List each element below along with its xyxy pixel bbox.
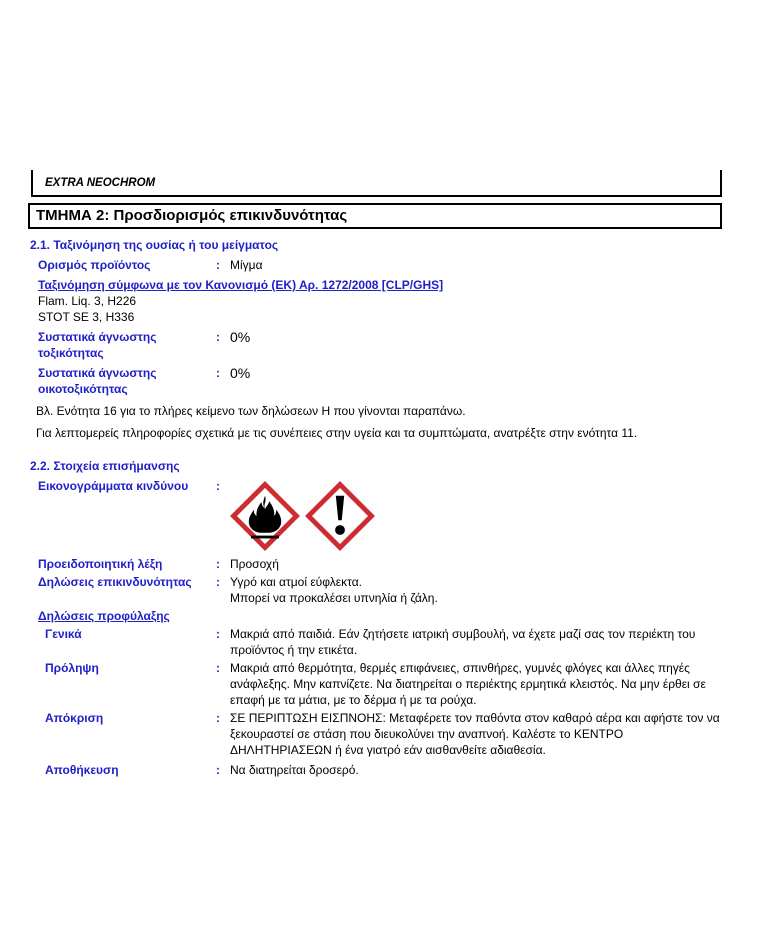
unknown-toxicity-value: 0% bbox=[230, 329, 251, 345]
precaution-storage-row bbox=[28, 762, 722, 778]
ghs-pictograms bbox=[230, 481, 722, 551]
document-header-bar bbox=[31, 170, 722, 197]
precaution-general-value: Μακριά από παιδιά. Εάν ζητήσετε ιατρική συμβουλή, να έχετε μαζί σας τον περιέκτη του προϊόντος ή την ετικέτα. bbox=[230, 627, 696, 657]
hazard-pictograms-row bbox=[28, 478, 722, 551]
precaution-storage-value: Να διατηρείται δροσερό. bbox=[230, 763, 359, 777]
precaution-response-label: Απόκριση bbox=[45, 711, 104, 725]
signal-word-value: Προσοχή bbox=[230, 557, 279, 571]
note-health-details: Για λεπτομερείς πληροφορίες σχετικά με τις συνέπειες στην υγεία και τα συμπτώματα, ανατρέξτε στην ενότητα 11. bbox=[36, 426, 638, 440]
section-2-title-box bbox=[28, 203, 722, 229]
precaution-prevention-row bbox=[28, 660, 722, 708]
section-2-title: ΤΜΗΜΑ 2: Προσδιορισμός επικινδυνότητας bbox=[36, 207, 348, 224]
colon-separator: : bbox=[216, 661, 220, 675]
exclamation-pictogram-icon bbox=[305, 481, 375, 551]
hazard-statements-label: Δηλώσεις επικινδυνότητας bbox=[38, 575, 192, 589]
unknown-toxicity-row bbox=[28, 329, 722, 361]
colon-separator: : bbox=[216, 627, 220, 641]
unknown-toxicity-label: Συστατικά άγνωστης τοξικότητας bbox=[38, 330, 157, 360]
colon-separator: : bbox=[216, 258, 220, 272]
hazard-statement-line: Υγρό και ατμοί εύφλεκτα. bbox=[230, 575, 362, 589]
product-definition-row bbox=[28, 257, 722, 273]
classification-line: Flam. Liq. 3, H226 bbox=[38, 294, 137, 308]
signal-word-row bbox=[28, 556, 722, 572]
colon-separator: : bbox=[216, 479, 220, 493]
clp-classification-heading: Ταξινόμηση σύμφωνα με τον Κανονισμό (ΕΚ) Αρ. 1272/2008 [CLP/GHS] bbox=[38, 278, 444, 292]
subsection-2-2-heading: 2.2. Στοιχεία επισήμανσης bbox=[30, 459, 180, 473]
colon-separator: : bbox=[216, 575, 220, 589]
precaution-general-label: Γενικά bbox=[45, 627, 82, 641]
hazard-pictograms-label: Εικονογράμματα κινδύνου bbox=[38, 479, 189, 493]
precaution-response-row bbox=[28, 710, 722, 758]
precaution-response-value: ΣΕ ΠΕΡΙΠΤΩΣΗ ΕΙΣΠΝΟΗΣ: Μεταφέρετε τον παθόντα στον καθαρό αέρα και αφήστε τον να ξεκουραστεί σε στάση που διευκολύνει την αναπνοή. Καλέστε το ΚΕΝΤΡΟ ΔΗΛΗΤΗΡΙΑΣΕΩΝ ή ένα γιατρό εάν αισθανθείτε αδιαθεσία. bbox=[230, 711, 720, 757]
colon-separator: : bbox=[216, 557, 220, 571]
precautionary-statements-heading: Δηλώσεις προφύλαξης bbox=[38, 609, 170, 623]
unknown-ecotoxicity-label: Συστατικά άγνωστης οικοτοξικότητας bbox=[38, 366, 157, 396]
hazard-statements-row bbox=[28, 574, 722, 606]
note-h-statements: Βλ. Ενότητα 16 για το πλήρες κείμενο των δηλώσεων Η που γίνονται παραπάνω. bbox=[36, 404, 466, 418]
classification-line: STOT SE 3, H336 bbox=[38, 310, 135, 324]
colon-separator: : bbox=[216, 366, 220, 380]
precaution-general-row bbox=[28, 626, 722, 658]
hazard-statement-line: Μπορεί να προκαλέσει υπνηλία ή ζάλη. bbox=[230, 591, 438, 605]
signal-word-label: Προειδοποιητική λέξη bbox=[38, 557, 163, 571]
colon-separator: : bbox=[216, 330, 220, 344]
unknown-ecotoxicity-row bbox=[28, 365, 722, 397]
product-definition-value: Μίγμα bbox=[230, 258, 263, 272]
sds-section-2-content bbox=[28, 170, 722, 778]
precaution-storage-label: Αποθήκευση bbox=[45, 763, 119, 777]
product-definition-label: Ορισμός προϊόντος bbox=[38, 258, 151, 272]
precaution-prevention-label: Πρόληψη bbox=[45, 661, 99, 675]
subsection-2-1-heading: 2.1. Ταξινόμηση της ουσίας ή του μείγματος bbox=[30, 238, 279, 252]
colon-separator: : bbox=[216, 711, 220, 725]
flame-pictogram-icon bbox=[230, 481, 300, 551]
unknown-ecotoxicity-value: 0% bbox=[230, 365, 251, 381]
colon-separator: : bbox=[216, 763, 220, 777]
precaution-prevention-value: Μακριά από θερμότητα, θερμές επιφάνειες, σπινθήρες, γυμνές φλόγες και άλλες πηγές ανάφλεξης. Μην καπνίζετε. Να διατηρείται ο περιέκτης ερμητικά κλειστός. Να μην έρθει σε επαφή με τα μάτια, με το δέρμα ή με τα ρούχα. bbox=[230, 661, 706, 707]
product-name: EXTRA NEOCHROM bbox=[45, 177, 156, 189]
